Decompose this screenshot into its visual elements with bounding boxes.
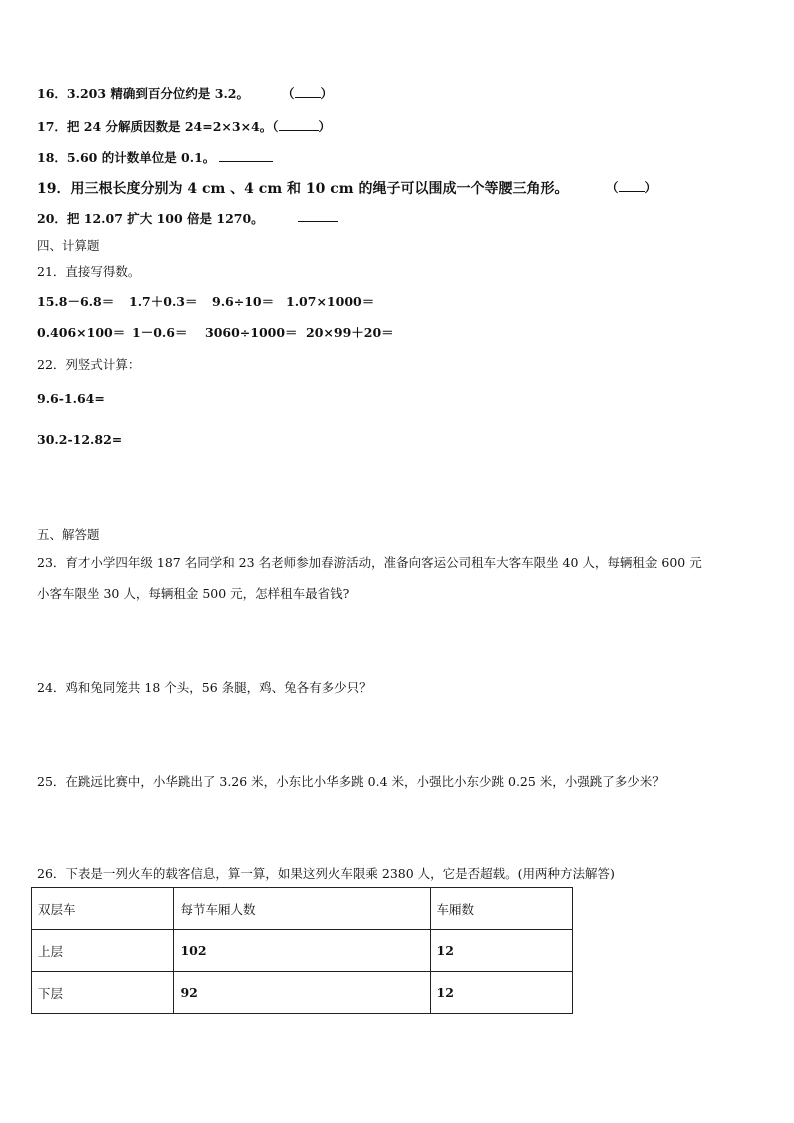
table-cell: 12	[430, 930, 573, 972]
question-19	[37, 178, 568, 198]
mental-math-1-1: 15.8－6.8＝	[37, 294, 115, 309]
question-17-text: 17．把 24 分解质因数是 24=2×3×4。（	[37, 119, 279, 134]
question-20	[37, 209, 264, 227]
mental-math-1-2: 1.7＋0.3＝	[129, 294, 198, 309]
answer-blank-18[interactable]	[219, 149, 273, 162]
mental-math-1-4: 1.07×1000＝	[286, 294, 375, 309]
question-23-line-1: 23．育才小学四年级 187 名同学和 23 名老师参加春游活动，准备向客运公司租车大客车限坐 40 人，每辆租金 600 元	[37, 555, 702, 570]
mental-math-2-3: 3060÷1000＝	[205, 325, 298, 340]
question-22: 22．列竖式计算：	[37, 357, 141, 372]
question-26: 26．下表是一列火车的载客信息，算一算，如果这列火车限乘 2380 人，它是否超载。(用两种方法解答)	[37, 866, 615, 881]
mental-math-2-2: 1－0.6＝	[132, 325, 188, 340]
answer-paren-19: （ ）	[606, 180, 658, 195]
mental-math-2-1: 0.406×100＝	[37, 325, 126, 340]
table-header-cell: 车厢数	[430, 888, 573, 930]
table-cell: 92	[174, 972, 430, 1014]
question-16	[37, 84, 249, 102]
answer-paren-16: （ ）	[282, 86, 334, 101]
question-18-text: 18．5.60 的计数单位是 0.1。	[37, 150, 216, 165]
table-cell: 下层	[32, 972, 174, 1014]
vertical-calc-2: 30.2-12.82=	[37, 432, 123, 447]
question-24: 24．鸡和兔同笼共 18 个头，56 条腿，鸡、兔各有多少只？	[37, 680, 372, 695]
table-header-row	[32, 888, 573, 930]
question-23-line-2: 小客车限坐 30 人，每辆租金 500 元，怎样租车最省钱?	[37, 586, 350, 601]
table-cell: 12	[430, 972, 573, 1014]
table-cell: 上层	[32, 930, 174, 972]
answer-blank-20[interactable]	[298, 209, 338, 222]
table-row	[32, 972, 573, 1014]
answer-blank-20-wrap	[298, 209, 338, 225]
question-20-text: 20．把 12.07 扩大 100 倍是 1270。	[37, 211, 264, 226]
question-17: 17．把 24 分解质因数是 24=2×3×4。（ ）	[37, 119, 332, 134]
question-21	[37, 262, 140, 280]
mental-math-1-3: 9.6÷10＝	[212, 294, 275, 309]
table-row	[32, 930, 573, 972]
passenger-table	[31, 887, 573, 1014]
section-heading-calculation: 四、计算题	[37, 238, 100, 253]
mental-math-2-4: 20×99＋20＝	[306, 325, 394, 340]
table-header-cell: 双层车	[32, 888, 174, 930]
answer-blank-17[interactable]	[279, 118, 319, 131]
section-heading-word-problems: 五、解答题	[37, 527, 100, 542]
answer-blank-19[interactable]	[619, 179, 645, 192]
question-16-text: 16．3.203 精确到百分位约是 3.2。	[37, 86, 249, 101]
question-21-text: 21．直接写得数。	[37, 264, 141, 279]
question-25: 25．在跳远比赛中，小华跳出了 3.26 米，小东比小华多跳 0.4 米，小强比小东少跳 0.25 米，小强跳了多少米？	[37, 774, 665, 789]
vertical-calc-1: 9.6-1.64=	[37, 391, 105, 406]
table-cell: 102	[174, 930, 430, 972]
answer-blank-16[interactable]	[295, 85, 321, 98]
question-18	[37, 148, 273, 166]
question-19-text: 19．用三根长度分别为 4 cm 、4 cm 和 10 cm 的绳子可以围成一个等腰三角形。	[37, 181, 569, 197]
table-header-cell: 每节车厢人数	[174, 888, 430, 930]
